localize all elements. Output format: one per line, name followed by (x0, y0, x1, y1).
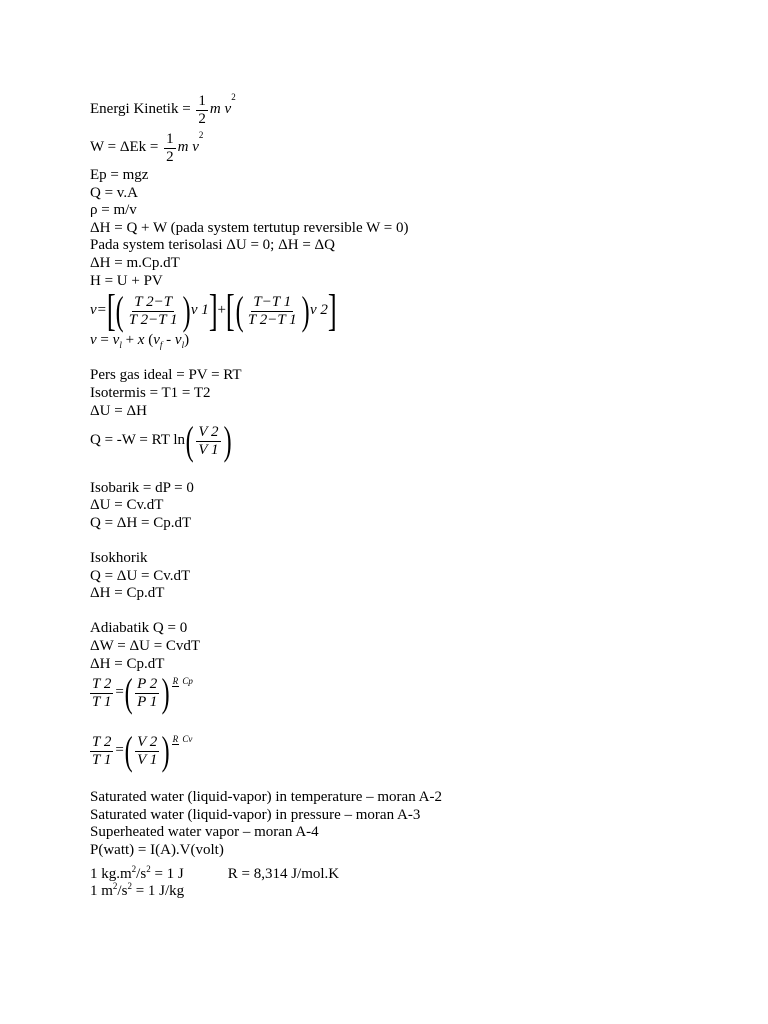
interpolation-fraction-1-denominator: T 2−T 1 (128, 311, 178, 328)
adia-volume-exponent-numerator: R (172, 734, 179, 745)
left-paren-icon: ( (185, 418, 194, 464)
interpolation-fraction-2-denominator: T 2−T 1 (247, 311, 297, 328)
isochoric-dh-line: ΔH = Cp.dT (90, 585, 165, 602)
kinetic-velocity: v (224, 101, 232, 118)
enthalpy-change-line: ΔH = Q + W (pada system tertutup reversible W = 0) (90, 219, 409, 236)
adia-pressure-rhs-denominator: P 1 (137, 693, 158, 710)
isochoric-q-line: Q = ΔU = Cv.dT (90, 567, 191, 584)
left-paren-icon: ( (124, 728, 133, 774)
work-label: W = ΔEk = (90, 139, 159, 156)
unit-joule-b: /s (136, 865, 147, 882)
left-paren-icon: ( (124, 670, 133, 716)
quality-vf: v (153, 332, 160, 349)
adia-volume-rhs-numerator: V 2 (137, 733, 158, 750)
adia-volume-lhs-denominator: T 1 (92, 751, 112, 768)
right-paren-icon: ) (161, 728, 170, 774)
kinetic-fraction (196, 93, 208, 128)
adia-volume-rhs-denominator: V 1 (137, 751, 158, 768)
unit-jkg-b: /s (117, 883, 128, 900)
unit-jkg-c: = 1 J/kg (131, 883, 185, 900)
interpolation-fraction-2 (246, 294, 299, 329)
interpolation-plus: + (217, 302, 226, 319)
interpolation-fraction-1 (127, 294, 180, 329)
adiabatic-dw-line: ΔW = ΔU = CvdT (90, 638, 201, 655)
isothermal-fraction-numerator: V 2 (198, 423, 219, 440)
quality-equals: = (96, 332, 113, 349)
adiabatic-pressure-line (90, 670, 730, 716)
adia-volume-exponent-denominator: Cv (182, 734, 193, 745)
gas-constant: R = 8,314 J/mol.K (227, 865, 340, 882)
work-fraction (164, 131, 176, 166)
isobaric-line: Isobarik = dP = 0 (90, 479, 194, 496)
adia-volume-lhs (90, 734, 113, 769)
adia-pressure-exponent-numerator: R (172, 676, 179, 687)
isothermal-q-label: Q = -W = RT ln (90, 432, 186, 449)
kinetic-energy-label: Energi Kinetik = (90, 101, 191, 118)
quality-x: x (137, 332, 145, 349)
work-velocity: v (192, 139, 199, 156)
work-fraction-numerator: 1 (166, 130, 174, 147)
adia-pressure-exponent (172, 673, 194, 691)
right-bracket-icon: ] (208, 286, 218, 336)
unit-joule-line (90, 863, 730, 884)
table-a4-line: Superheated water vapor – moran A-4 (90, 824, 319, 841)
adia-volume-lhs-numerator: T 2 (92, 733, 112, 750)
right-paren-icon: ) (301, 288, 310, 334)
unit-joule-exp-1: 2 (131, 863, 137, 874)
adia-volume-equals: = (115, 742, 124, 759)
quality-line (90, 332, 730, 350)
quality-vl-2-subscript: l (181, 340, 185, 351)
quality-open-paren: ( (144, 332, 154, 349)
kinetic-energy-line: Energi Kinetik = $\frac{1}{2}$ m v 2 (90, 92, 236, 127)
quality-v: v (90, 332, 97, 349)
flow-rate-line: Q = v.A (90, 184, 138, 201)
right-paren-icon: ) (161, 670, 170, 716)
power-line: P(watt) = I(A).V(volt) (90, 842, 224, 859)
document-page (90, 93, 730, 901)
adiabatic-volume-line (90, 728, 730, 774)
table-a2-line: Saturated water (liquid-vapor) in temperature – moran A-2 (90, 789, 442, 806)
isothermal-du-line: ΔU = ΔH (90, 402, 147, 419)
adiabatic-dh-line: ΔH = Cp.dT (90, 655, 165, 672)
adia-pressure-equals: = (115, 684, 124, 701)
left-bracket-icon: [ (106, 286, 116, 336)
table-a3-line: Saturated water (liquid-vapor) in pressure – moran A-3 (90, 806, 421, 823)
adia-pressure-rhs (135, 676, 159, 711)
adiabatic-line: Adiabatik Q = 0 (90, 620, 188, 637)
enthalpy-definition-line: H = U + PV (90, 272, 163, 289)
right-paren-icon: ) (182, 288, 191, 334)
interpolation-fraction-1-numerator: T 2−T (134, 293, 173, 310)
unit-joule-a: 1 kg.m (90, 865, 132, 882)
enthalpy-mcp-line: ΔH = m.Cp.dT (90, 254, 180, 271)
adia-volume-exponent (172, 731, 194, 749)
left-paren-icon: ( (116, 288, 125, 334)
work-fraction-denominator: 2 (166, 148, 174, 165)
isothermal-fraction-denominator: V 1 (198, 441, 219, 458)
isothermal-line: Isotermis = T1 = T2 (90, 384, 211, 401)
unit-joule-per-kg-line (90, 883, 730, 901)
unit-joule-c: = 1 J (150, 865, 184, 882)
isothermal-q-line (90, 420, 730, 462)
kinetic-fraction-numerator: 1 (198, 92, 206, 109)
quality-vl: v (112, 332, 120, 349)
quality-minus: - (162, 332, 175, 349)
interpolation-v2: v 2 (309, 302, 328, 319)
quality-vl-2: v (174, 332, 182, 349)
adia-pressure-exponent-denominator: Cp (182, 676, 193, 687)
left-paren-icon: ( (235, 288, 244, 334)
work-mass: m (177, 139, 189, 156)
adia-pressure-rhs-numerator: P 2 (137, 675, 158, 692)
isochoric-line: Isokhorik (90, 550, 148, 567)
unit-joule-exp-2: 2 (146, 863, 151, 874)
unit-jkg-a: 1 m (90, 883, 113, 900)
isolated-system-line: Pada system terisolasi ΔU = 0; ΔH = ΔQ (90, 237, 336, 254)
isobaric-du-line: ΔU = Cv.dT (90, 497, 164, 514)
density-line: ρ = m/v (90, 202, 137, 219)
unit-jkg-exp-2: 2 (127, 881, 132, 892)
quality-plus: + (121, 332, 138, 349)
unit-jkg-exp-1: 2 (112, 881, 118, 892)
adia-pressure-lhs-numerator: T 2 (92, 675, 112, 692)
quality-vf-subscript: f (159, 340, 163, 351)
quality-close-paren: ) (184, 332, 190, 349)
ideal-gas-line: Pers gas ideal = PV = RT (90, 367, 242, 384)
interpolation-fraction-2-numerator: T−T 1 (253, 293, 292, 310)
adia-pressure-lhs (90, 676, 113, 711)
interpolation-line (90, 286, 730, 336)
adia-volume-rhs (135, 734, 159, 769)
kinetic-fraction-denominator: 2 (198, 110, 206, 127)
isobaric-q-line: Q = ΔH = Cp.dT (90, 514, 192, 531)
interpolation-lhs: v= (90, 302, 107, 319)
quality-vl-subscript: l (119, 340, 122, 351)
isothermal-fraction (196, 424, 220, 459)
interpolation-v1: v 1 (190, 302, 209, 319)
right-paren-icon: ) (223, 418, 232, 464)
potential-energy-line: Ep = mgz (90, 167, 149, 183)
right-bracket-icon: ] (327, 286, 337, 336)
work-line: W = ΔEk = $\frac{1}{2}$ m v 2 (90, 130, 204, 165)
adia-pressure-lhs-denominator: T 1 (92, 693, 112, 710)
left-bracket-icon: [ (225, 286, 235, 336)
kinetic-mass: m (209, 101, 221, 118)
